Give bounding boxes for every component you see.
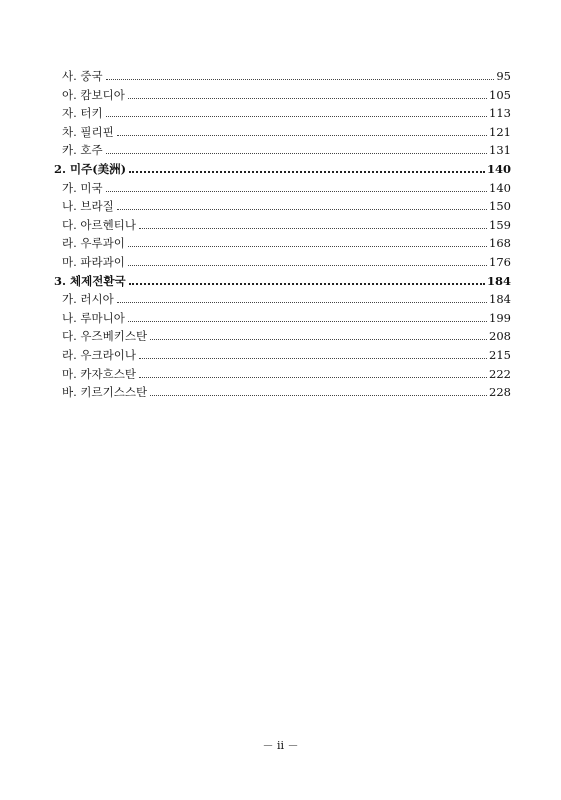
dot-leader xyxy=(129,283,485,285)
toc-entry-label: 마. 파라과이 xyxy=(62,254,125,269)
toc-entry-label: 다. 우즈베키스탄 xyxy=(62,329,148,344)
toc-entry xyxy=(54,67,511,86)
toc-entry xyxy=(54,216,511,235)
dot-leader xyxy=(106,153,487,154)
toc-entry-page: 121 xyxy=(489,124,511,139)
dot-leader xyxy=(150,339,487,340)
toc-entry-page: 95 xyxy=(496,69,511,83)
toc-entry-page: 168 xyxy=(489,236,511,251)
toc-entry xyxy=(54,309,511,328)
toc-entry-page: 159 xyxy=(489,217,511,232)
dot-leader xyxy=(106,191,487,192)
dot-leader xyxy=(117,209,487,210)
dot-leader xyxy=(129,171,485,173)
toc-entry-label: 자. 터키 xyxy=(62,106,103,121)
toc-entry xyxy=(54,160,511,179)
dot-leader xyxy=(117,302,487,303)
toc-entry-label: 나. 브라질 xyxy=(62,199,114,214)
dot-leader xyxy=(128,246,487,247)
toc-entry xyxy=(54,123,511,142)
toc-entry-page: 215 xyxy=(489,347,511,362)
toc-entry-label: 라. 우루과이 xyxy=(62,236,125,251)
dot-leader xyxy=(128,265,487,266)
toc-entry-page: 140 xyxy=(489,180,511,195)
toc-entry-label: 3. 체제전환국 xyxy=(54,273,126,288)
toc-entry-page: 113 xyxy=(489,106,511,121)
toc-entry-label: 마. 카자흐스탄 xyxy=(62,366,136,381)
toc-entry-label: 나. 루마니아 xyxy=(62,310,125,325)
dot-leader xyxy=(128,98,487,99)
toc-entry-label: 가. 미국 xyxy=(62,180,103,195)
toc-entry-label: 다. 아르헨티나 xyxy=(62,217,136,232)
toc-entry-label: 바. 키르기스스탄 xyxy=(62,385,148,400)
toc-entry-page: 184 xyxy=(486,273,511,288)
toc-entry xyxy=(54,383,511,402)
dot-leader xyxy=(128,321,487,322)
page-number: － ii － xyxy=(262,739,299,752)
toc-entry-page: 199 xyxy=(489,310,511,325)
dot-leader xyxy=(139,358,487,359)
toc-entry xyxy=(54,179,511,198)
toc-entry-page: 228 xyxy=(489,385,511,400)
toc-entry xyxy=(54,141,511,160)
dot-leader xyxy=(139,228,487,229)
toc-entry-page: 131 xyxy=(489,143,511,158)
toc-entry-label: 2. 미주(美洲) xyxy=(54,161,127,176)
toc-entry xyxy=(54,346,511,365)
toc-entry-page: 176 xyxy=(489,254,511,269)
toc-entry xyxy=(54,365,511,384)
toc-entry-page: 140 xyxy=(486,161,511,176)
toc-entry-page: 150 xyxy=(489,199,511,214)
dot-leader xyxy=(106,79,495,80)
toc-entry-page: 105 xyxy=(489,87,511,102)
toc-entry xyxy=(54,290,511,309)
toc-entry xyxy=(54,327,511,346)
toc-entry-page: 184 xyxy=(489,292,511,307)
toc-entry xyxy=(54,272,511,291)
toc-entry-label: 카. 호주 xyxy=(62,143,103,158)
toc-entry-label: 아. 캄보디아 xyxy=(62,87,125,102)
toc-entry-label: 사. 중국 xyxy=(62,69,103,83)
toc-entry-label: 차. 필리핀 xyxy=(62,124,114,139)
dot-leader xyxy=(106,116,487,117)
toc-entry xyxy=(54,197,511,216)
dot-leader xyxy=(139,377,487,378)
toc-entry-label: 가. 러시아 xyxy=(62,292,114,307)
dot-leader xyxy=(150,395,487,396)
toc-entry xyxy=(54,234,511,253)
table-of-contents xyxy=(54,67,511,402)
toc-entry-page: 208 xyxy=(489,329,511,344)
toc-entry xyxy=(54,253,511,272)
toc-entry xyxy=(54,86,511,105)
toc-entry-label: 라. 우크라이나 xyxy=(62,347,136,362)
toc-entry-page: 222 xyxy=(489,366,511,381)
toc-entry xyxy=(54,104,511,123)
dot-leader xyxy=(117,135,487,136)
